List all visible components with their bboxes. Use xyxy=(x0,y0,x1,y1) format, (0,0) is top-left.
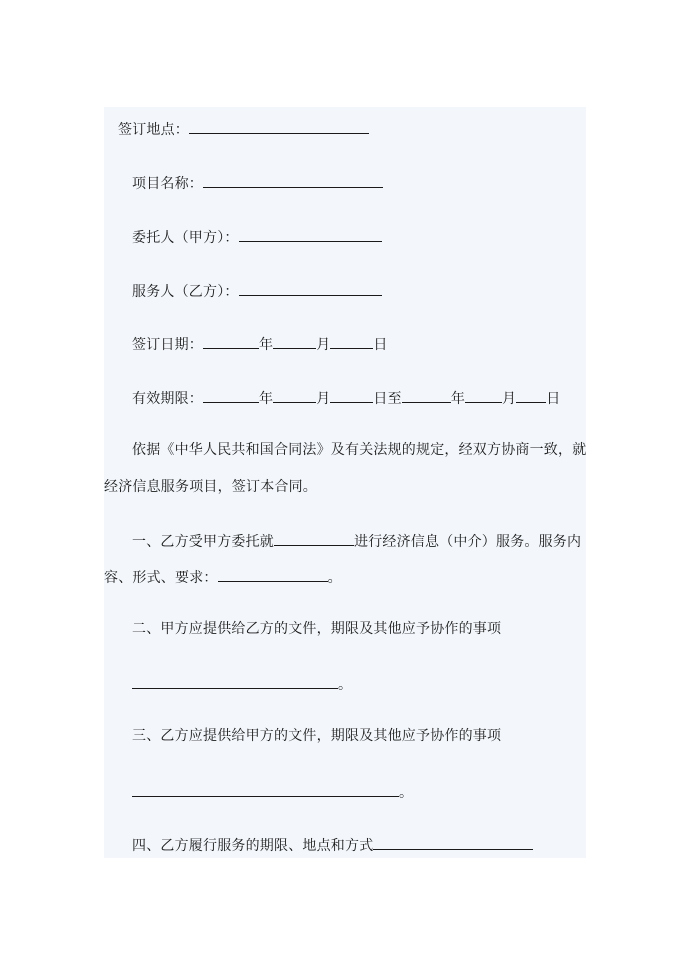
validity-day2-blank[interactable] xyxy=(516,388,546,403)
clause-3-period: 。 xyxy=(399,785,414,801)
signing-date-line xyxy=(132,334,388,354)
validity-label: 有效期限： xyxy=(132,391,203,407)
validity-day-blank[interactable] xyxy=(330,388,373,403)
month-char: 月 xyxy=(316,391,331,407)
validity-period-line xyxy=(132,388,560,408)
clause-4-line-1 xyxy=(132,835,533,855)
client-blank[interactable] xyxy=(239,227,382,242)
project-name-blank[interactable] xyxy=(203,173,383,188)
client-label: 委托人（甲方）： xyxy=(132,230,239,246)
day-char: 日 xyxy=(373,337,388,353)
project-name-label: 项目名称： xyxy=(132,176,203,192)
clause-2-line-1: 二、甲方应提供给乙方的文件，期限及其他应予协作的事项 xyxy=(132,621,502,637)
signing-place-line xyxy=(118,119,369,139)
validity-month-blank[interactable] xyxy=(273,388,316,403)
project-name-line xyxy=(132,173,383,193)
clause-1-requirements-blank[interactable] xyxy=(218,567,328,582)
clause-1-line2-prefix: 容、形式、要求： xyxy=(104,570,218,586)
clause-1-line-1 xyxy=(132,531,581,551)
service-provider-blank[interactable] xyxy=(239,281,382,296)
clause-2-period: 。 xyxy=(338,677,353,693)
clause-1-prefix: 一、乙方受甲方委托就 xyxy=(132,534,274,550)
client-line xyxy=(132,227,382,247)
year-char: 年 xyxy=(259,337,274,353)
signing-date-label: 签订日期： xyxy=(132,337,203,353)
clause-3-blank[interactable] xyxy=(132,782,399,797)
clause-1-suffix: 进行经济信息（中介）服务。服务内 xyxy=(354,534,582,550)
validity-month2-blank[interactable] xyxy=(465,388,502,403)
clause-4-text: 四、乙方履行服务的期限、地点和方式 xyxy=(132,838,374,854)
year-char: 年 xyxy=(259,391,274,407)
validity-year2-blank[interactable] xyxy=(402,388,451,403)
clause-1-subject-blank[interactable] xyxy=(274,531,354,546)
day-to-char: 日至 xyxy=(373,391,402,407)
service-provider-label: 服务人（乙方）： xyxy=(132,284,239,300)
day2-char: 日 xyxy=(546,391,561,407)
month-char: 月 xyxy=(316,337,331,353)
signing-month-blank[interactable] xyxy=(273,334,316,349)
clause-1-line-2 xyxy=(104,567,342,587)
signing-year-blank[interactable] xyxy=(203,334,259,349)
clause-4-blank[interactable] xyxy=(373,835,533,850)
month2-char: 月 xyxy=(502,391,517,407)
preamble-line-1: 依据《中华人民共和国合同法》及有关法规的规定，经双方协商一致，就 xyxy=(132,442,587,458)
validity-year-blank[interactable] xyxy=(203,388,259,403)
clause-1-period: 。 xyxy=(327,570,342,586)
clause-2-blank[interactable] xyxy=(132,674,338,689)
preamble-line-2: 经济信息服务项目，签订本合同。 xyxy=(104,479,317,495)
year2-char: 年 xyxy=(450,391,466,407)
signing-place-blank[interactable] xyxy=(189,119,369,134)
signing-day-blank[interactable] xyxy=(330,334,373,349)
service-provider-line xyxy=(132,281,382,301)
clause-3-line-2 xyxy=(132,782,413,802)
clause-2-line-2 xyxy=(132,674,352,694)
clause-3-line-1: 三、乙方应提供给甲方的文件，期限及其他应予协作的事项 xyxy=(132,728,502,744)
signing-place-label: 签订地点： xyxy=(118,122,189,138)
